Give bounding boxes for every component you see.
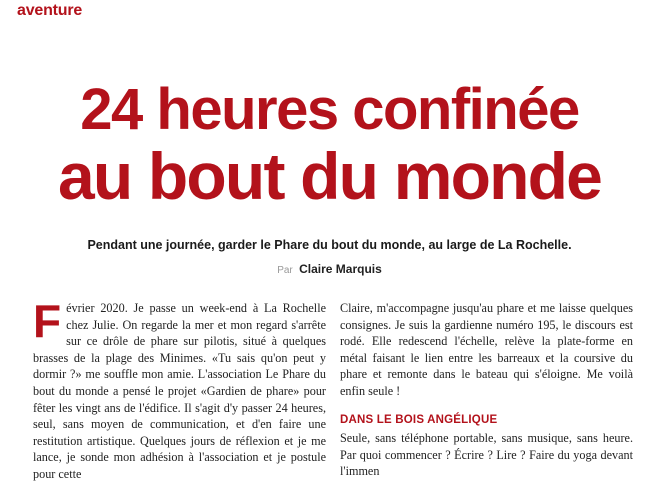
section-label: aventure [17, 2, 83, 19]
standfirst: Pendant une journée, garder le Phare du bout du monde, au large de La Rochelle. [87, 238, 572, 252]
article-column-right [340, 300, 633, 479]
article-column-left [33, 295, 326, 481]
article-paragraph-right: Claire, m'accompagne jusqu'au phare et me laisse quelques consignes. Je suis la gardienne numéro 195, le discours est rodé. Elle redescend l'échelle, relève la plate-forme en métal faisant le lien entre les barreaux et la coursive du phare et remonte dans le bateau qui s'éloigne. Me voilà enfin seule ! [340, 301, 633, 398]
byline [0, 262, 659, 276]
author-name: Claire Marquis [299, 262, 382, 276]
section-subhead: DANS LE BOIS ANGÉLIQUE [340, 413, 498, 426]
byline-prefix: Par [277, 265, 293, 276]
headline-line-1: 24 heures confinée [80, 77, 579, 142]
article-paragraph-left: évrier 2020. Je passe un week-end à La Rochelle chez Julie. On regarde la mer et mon regard s'arrête sur ce drôle de phare sur pilotis, situé à quelques brasses de la plage des Minimes. «Tu sais qu'on peut y dormir ?» me souffle mon amie. L'association Le Phare du bout du monde a pensé le projet «Gardien de phare» pour fêter les vingt ans de l'édifice. Il s'agit d'y passer 24 heures, seul, sans moyen de communication, et d'en faire une restitution artistique. Quelques jours de réflexion et je me lance, je sonde mon adhésion à l'association et je postule pour cette [33, 301, 326, 481]
headline-line-2: au bout du monde [57, 139, 602, 213]
drop-cap: F [33, 295, 62, 347]
subhead-paragraph: Seule, sans téléphone portable, sans musique, sans heure. Par quoi commencer ? Écrire ? Lire ? Faire du yoga devant l'immen [340, 431, 633, 479]
